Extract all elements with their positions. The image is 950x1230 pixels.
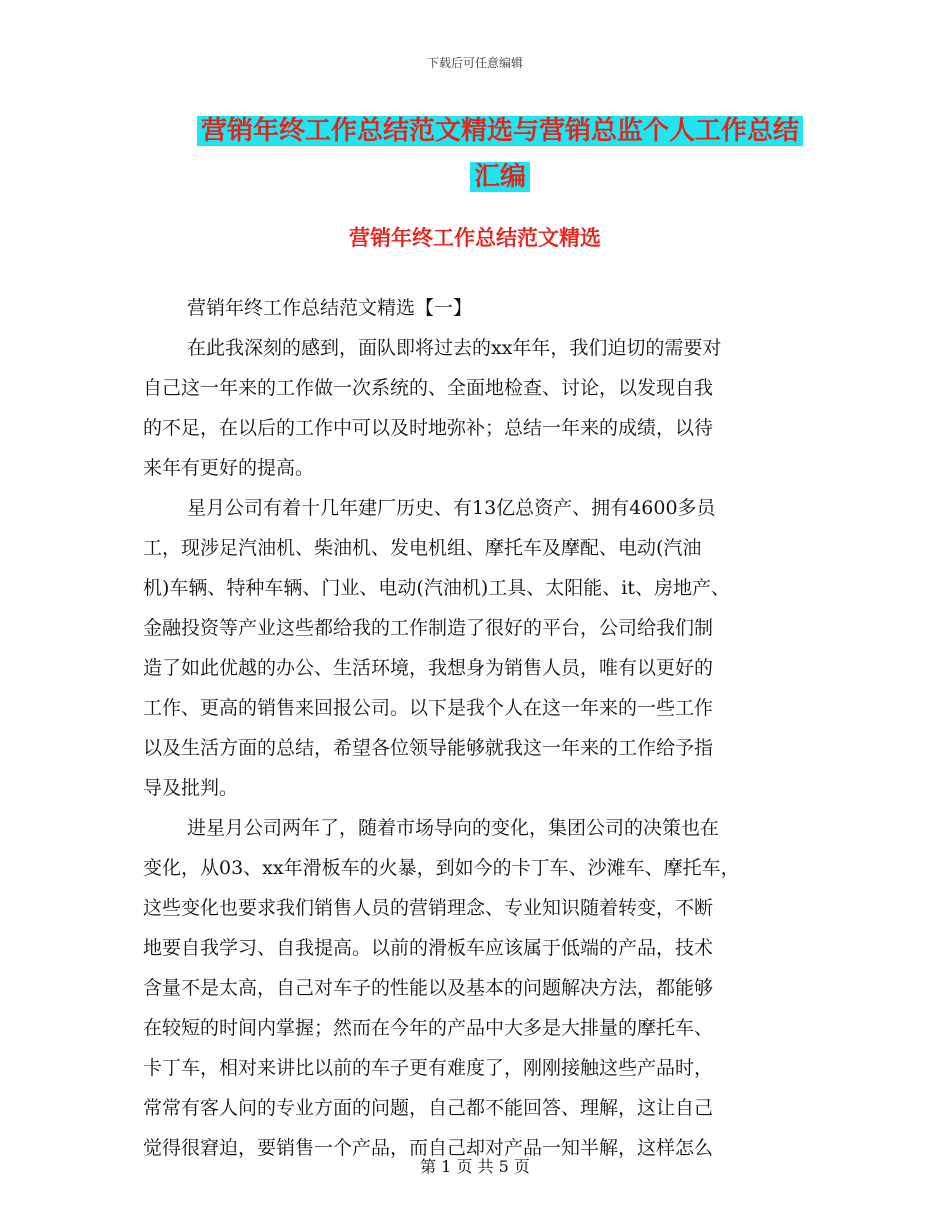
text-line: 星月公司有着十几年建厂历史、有13亿总资产、拥有4600多员: [187, 497, 716, 519]
text-line: 工，现涉足汽油机、柴油机、发电机组、摩托车及摩配、电动(汽油: [143, 537, 702, 559]
text-line: 在此我深刻的感到，面队即将过去的xx年年，我们迫切的需要对: [187, 337, 722, 359]
text-line: 机)车辆、特种车辆、门业、电动(汽油机)工具、太阳能、it、房地产、: [143, 577, 730, 599]
page-footer: 第 1 页 共 5 页: [420, 1157, 530, 1176]
text-line: 造了如此优越的办公、生活环境，我想身为销售人员，唯有以更好的: [143, 657, 714, 679]
text-line: 导及批判。: [143, 777, 239, 799]
text-line: 常常有客人问的专业方面的问题，自己都不能回答、理解，这让自己: [143, 1097, 714, 1119]
document-title-line-2: 汇编: [470, 162, 530, 192]
text-line: 变化，从03、xx年滑板车的火暴，到如今的卡丁车、沙滩车、摩托车，: [143, 857, 740, 879]
text-line: 来年有更好的提高。: [143, 457, 315, 479]
header-note: 下载后可任意编辑: [426, 56, 523, 70]
text-line: 含量不是太高，自己对车子的性能以及基本的问题解决方法，都能够: [143, 977, 714, 999]
text-line: 金融投资等产业这些都给我的工作制造了很好的平台，公司给我们制: [143, 617, 714, 639]
document-title-line-1: 营销年终工作总结范文精选与营销总监个人工作总结: [197, 116, 803, 146]
text-line: 地要自我学习、自我提高。以前的滑板车应该属于低端的产品，技术: [143, 937, 714, 959]
paragraph-heading: 营销年终工作总结范文精选【一】: [187, 297, 473, 319]
document-title: [150, 108, 850, 200]
body-text: [143, 288, 823, 1168]
text-line: 觉得很窘迫，要销售一个产品，而自己却对产品一知半解，这样怎么: [143, 1137, 714, 1159]
text-line: 的不足，在以后的工作中可以及时地弥补；总结一年来的成绩，以待: [143, 417, 714, 439]
text-line: 这些变化也要求我们销售人员的营销理念、专业知识随着转变，不断: [143, 897, 714, 919]
text-line: 在较短的时间内掌握；然而在今年的产品中大多是大排量的摩托车、: [143, 1017, 714, 1039]
section-title: 营销年终工作总结范文精选: [349, 226, 601, 250]
text-line: 工作、更高的销售来回报公司。以下是我个人在这一年来的一些工作: [143, 697, 714, 719]
text-line: 自己这一年来的工作做一次系统的、全面地检查、讨论，以发现自我: [143, 377, 714, 399]
text-line: 卡丁车，相对来讲比以前的车子更有难度了，刚刚接触这些产品时，: [143, 1057, 714, 1079]
text-line: 以及生活方面的总结，希望各位领导能够就我这一年来的工作给予指: [143, 737, 714, 759]
text-line: 进星月公司两年了，随着市场导向的变化，集团公司的决策也在: [187, 817, 720, 839]
